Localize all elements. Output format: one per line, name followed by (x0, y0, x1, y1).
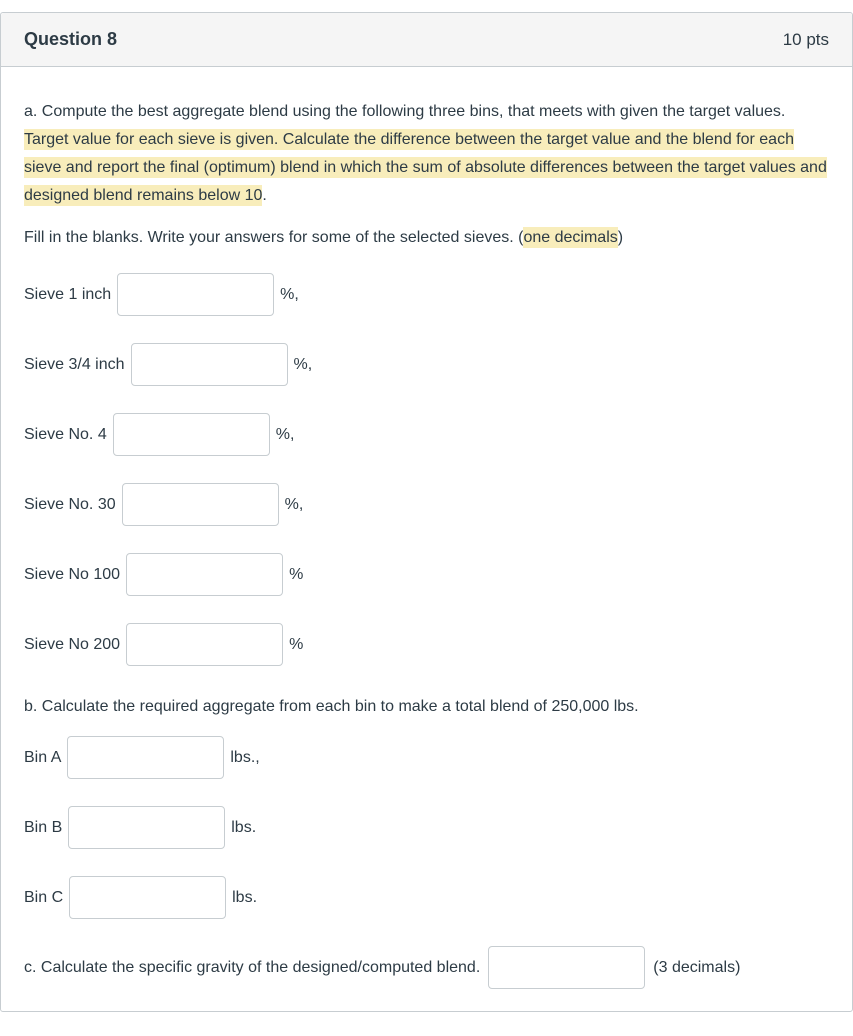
sieve-row (24, 273, 829, 316)
sieve-row-label: Sieve No. 30 (24, 495, 116, 513)
percent-suffix: %, (280, 285, 299, 303)
sieve-row-label: Sieve 1 inch (24, 285, 112, 303)
instructions-after: ) (617, 229, 624, 246)
sieve-no-4-input[interactable] (113, 413, 270, 456)
part-a-highlight: Target value for each sieve is given. Calculate the difference between the target value and the blend for each sieve and report the final (optimum) blend in which the sum of absolute differences between the target values and designed blend remains below 10 (24, 131, 827, 204)
sieve-row (24, 553, 829, 596)
part-b-text: b. Calculate the required aggregate from each bin to make a total blend of 250,000 lbs. (24, 698, 639, 715)
sieve-row-label: Sieve No. 4 (24, 425, 107, 443)
bin-row-label: Bin C (24, 888, 64, 906)
instructions-text (24, 224, 829, 252)
sieve-row-label: Sieve 3/4 inch (24, 355, 125, 373)
decimals-note: (3 decimals) (653, 958, 741, 976)
question-title: Question 8 (24, 29, 118, 49)
sieve-row-label: Sieve No 200 (24, 635, 121, 653)
percent-suffix: %, (284, 495, 304, 513)
part-a-plain: a. Compute the best aggregate blend using the following three bins, that meets with given the target values. (24, 103, 786, 120)
lbs-suffix: lbs. (232, 888, 258, 906)
part-c-row (24, 946, 829, 989)
percent-suffix: %, (275, 425, 295, 443)
sieve-row-label: Sieve No 100 (24, 565, 121, 583)
bin-c-input[interactable] (69, 876, 226, 919)
sieve-row (24, 413, 829, 456)
instructions-plain: Fill in the blanks. Write your answers for some of the selected sieves. ( (24, 229, 524, 246)
sieve-row (24, 343, 829, 386)
bin-row (24, 876, 829, 919)
sieve-row (24, 623, 829, 666)
instructions-highlight: one decimals (523, 229, 618, 246)
question-body (1, 67, 852, 989)
specific-gravity-input[interactable] (488, 946, 645, 989)
sieve-3-4-inch-input[interactable] (131, 343, 288, 386)
part-a-text (24, 98, 829, 210)
lbs-suffix: lbs. (231, 818, 257, 836)
question-points: 10 pts (782, 29, 829, 49)
part-a-after: . (262, 187, 267, 204)
sieve-no-30-input[interactable] (122, 483, 279, 526)
percent-suffix: % (289, 635, 304, 653)
lbs-suffix: lbs., (230, 748, 260, 766)
bin-row (24, 806, 829, 849)
question-card (0, 12, 853, 1012)
bin-b-input[interactable] (68, 806, 225, 849)
bin-a-input[interactable] (67, 736, 224, 779)
part-c-text: c. Calculate the specific gravity of the designed/computed blend. (24, 958, 481, 976)
bin-row-label: Bin A (24, 748, 62, 766)
percent-suffix: % (289, 565, 304, 583)
sieve-row (24, 483, 829, 526)
sieve-no-200-input[interactable] (126, 623, 283, 666)
sieve-no-100-input[interactable] (126, 553, 283, 596)
percent-suffix: %, (293, 355, 313, 373)
bin-row-label: Bin B (24, 818, 63, 836)
bin-row (24, 736, 829, 779)
question-header (1, 13, 852, 67)
sieve-1-inch-input[interactable] (117, 273, 274, 316)
